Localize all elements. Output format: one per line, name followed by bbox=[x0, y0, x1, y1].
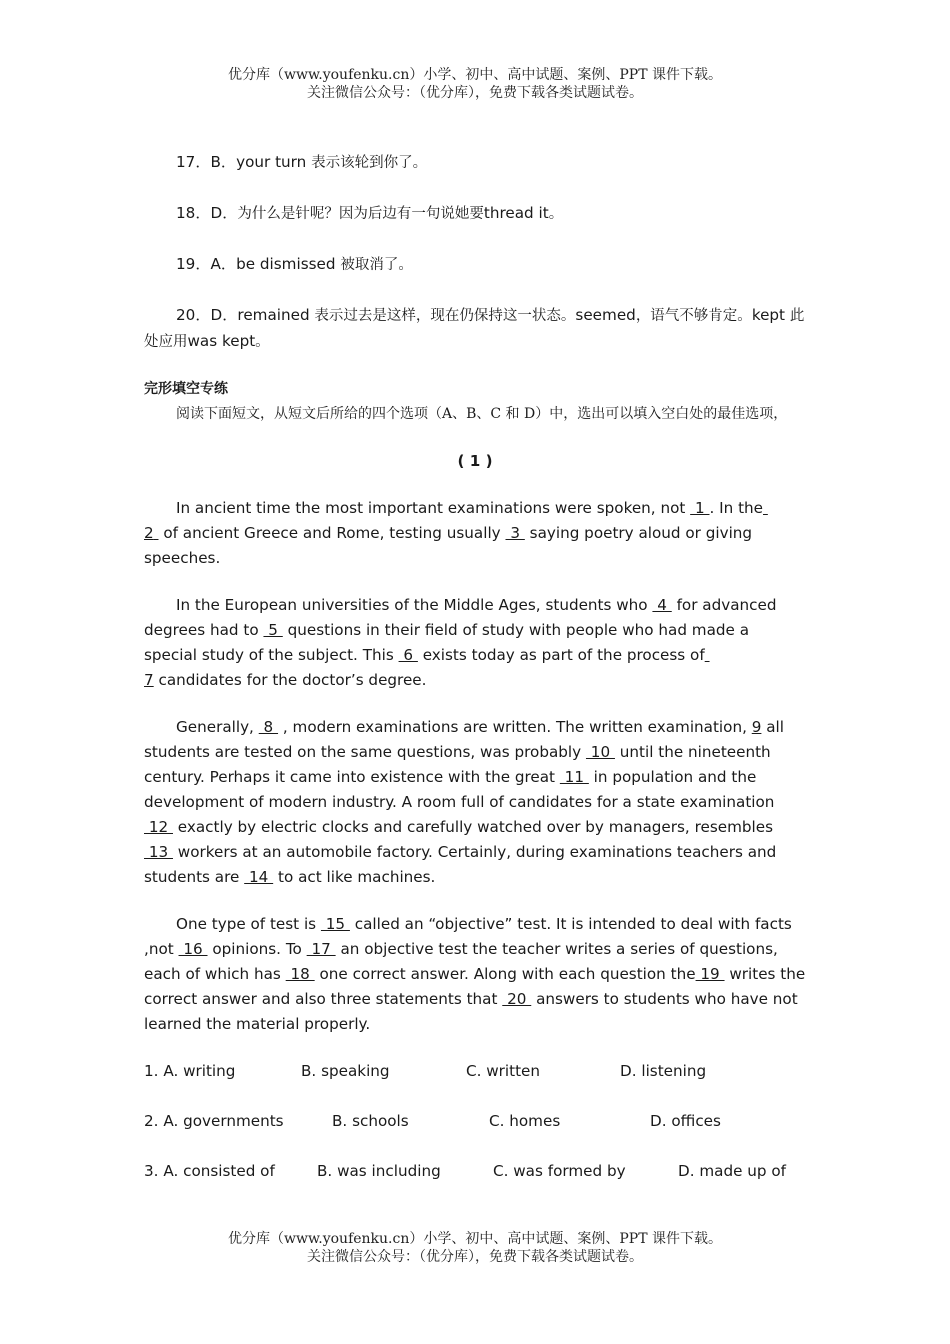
option-2b: B. schools bbox=[332, 1112, 409, 1130]
option-3c: C. was formed by bbox=[493, 1162, 626, 1180]
blank-7: 7 bbox=[144, 671, 154, 689]
footer-line-2: 关注微信公众号：（优分库），免费下载各类试题试卷。 bbox=[307, 1249, 643, 1265]
answer-19: 19．A．be dismissed 被取消了。 bbox=[176, 255, 413, 273]
option-2c: C. homes bbox=[489, 1112, 561, 1130]
blank-3: 3 bbox=[505, 524, 525, 542]
document-body bbox=[144, 150, 806, 1209]
option-3a: 3. A. consisted of bbox=[144, 1162, 275, 1180]
answer-18: 18．D．为什么是针呢？因为后边有一句说她要thread it。 bbox=[176, 204, 564, 222]
answer-20: 20．D．remained 表示过去是这样，现在仍保持这一状态。seemed，语气不够肯定。kept 此处应用was kept。 bbox=[144, 306, 805, 350]
answer-17: 17．B．your turn 表示该轮到你了。 bbox=[176, 153, 428, 171]
blank-10: 10 bbox=[585, 743, 615, 761]
blank-13: 13 bbox=[144, 843, 173, 861]
header-line-2: 关注微信公众号：（优分库），免费下载各类试题试卷。 bbox=[307, 85, 643, 101]
passage-paragraph-1: In ancient time the most important examinations were spoken, not 1 . In the 2 of ancient Greece and Rome, testing usually 3 saying poetry aloud or giving speeches. bbox=[144, 499, 763, 567]
section-title: 完形填空专练 bbox=[144, 381, 228, 397]
options-row-3 bbox=[144, 1159, 806, 1184]
passage-paragraph-3: Generally, 8 , modern examinations are written. The written examination, 9 all students are tested on the same questions, was probably 10 until the nineteenth century. Perhaps it came into existence with the great 11 in population and the development of modern industry. A room full of candidates for a state examination 12 exactly by electric clocks and carefully watched over by managers, resembles 13 workers at an automobile factory. Certainly, during examinations teachers and students are 14 to act like machines. bbox=[144, 718, 784, 886]
blank-18: 18 bbox=[285, 965, 315, 983]
blank-12: 12 bbox=[144, 818, 173, 836]
options-row-1 bbox=[144, 1059, 806, 1084]
blank-4: 4 bbox=[652, 596, 672, 614]
blank-8: 8 bbox=[258, 718, 279, 736]
footer-line-1: 优分库（www.youfenku.cn）小学、初中、高中试题、案例、PPT 课件下载。 bbox=[227, 1231, 722, 1247]
passage-paragraph-4: One type of test is 15 called an “objective” test. It is intended to deal with facts ,not 16 opinions. To 17 an objective test the teacher writes a series of questions, each of which has 18 one correct answer. Along with each question the 19 writes the correct answer and also three statements that 20 answers to students who have not learned the material properly. bbox=[144, 915, 806, 1033]
option-2d: D. offices bbox=[650, 1112, 721, 1130]
option-1a: 1. A. writing bbox=[144, 1062, 236, 1080]
blank-16: 16 bbox=[178, 940, 208, 958]
option-1c: C. written bbox=[466, 1062, 541, 1080]
blank-20: 20 bbox=[502, 990, 532, 1008]
option-2a: 2. A. governments bbox=[144, 1112, 284, 1130]
section-instruction: 阅读下面短文，从短文后所给的四个选项（A、B、C 和 D）中，选出可以填入空白处的最佳选项， bbox=[176, 406, 788, 422]
blank-9: 9 bbox=[751, 718, 762, 736]
passage-paragraph-2: In the European universities of the Middle Ages, students who 4 for advanced degrees had to 5 questions in their field of study with people who had made a special study of the subject. This 6 exists today as part of the process of 7 candidates for the doctor’s degree. bbox=[144, 596, 777, 689]
page-footer bbox=[0, 1230, 950, 1266]
blank-5: 5 bbox=[263, 621, 283, 639]
passage-number: ( 1 ) bbox=[457, 452, 493, 470]
blank-1: 1 bbox=[690, 499, 710, 517]
option-3b: B. was including bbox=[317, 1162, 441, 1180]
blank-14: 14 bbox=[244, 868, 274, 886]
blank-6: 6 bbox=[398, 646, 418, 664]
blank-19: 19 bbox=[695, 965, 725, 983]
blank-17: 17 bbox=[306, 940, 336, 958]
header-line-1: 优分库（www.youfenku.cn）小学、初中、高中试题、案例、PPT 课件下载。 bbox=[227, 67, 722, 83]
option-1b: B. speaking bbox=[301, 1062, 390, 1080]
blank-15: 15 bbox=[320, 915, 350, 933]
option-1d: D. listening bbox=[620, 1062, 707, 1080]
options-row-2 bbox=[144, 1109, 806, 1134]
blank-2: 2 bbox=[144, 524, 154, 542]
page-header bbox=[0, 66, 950, 102]
option-3d: D. made up of bbox=[678, 1162, 786, 1180]
blank-11: 11 bbox=[559, 768, 589, 786]
